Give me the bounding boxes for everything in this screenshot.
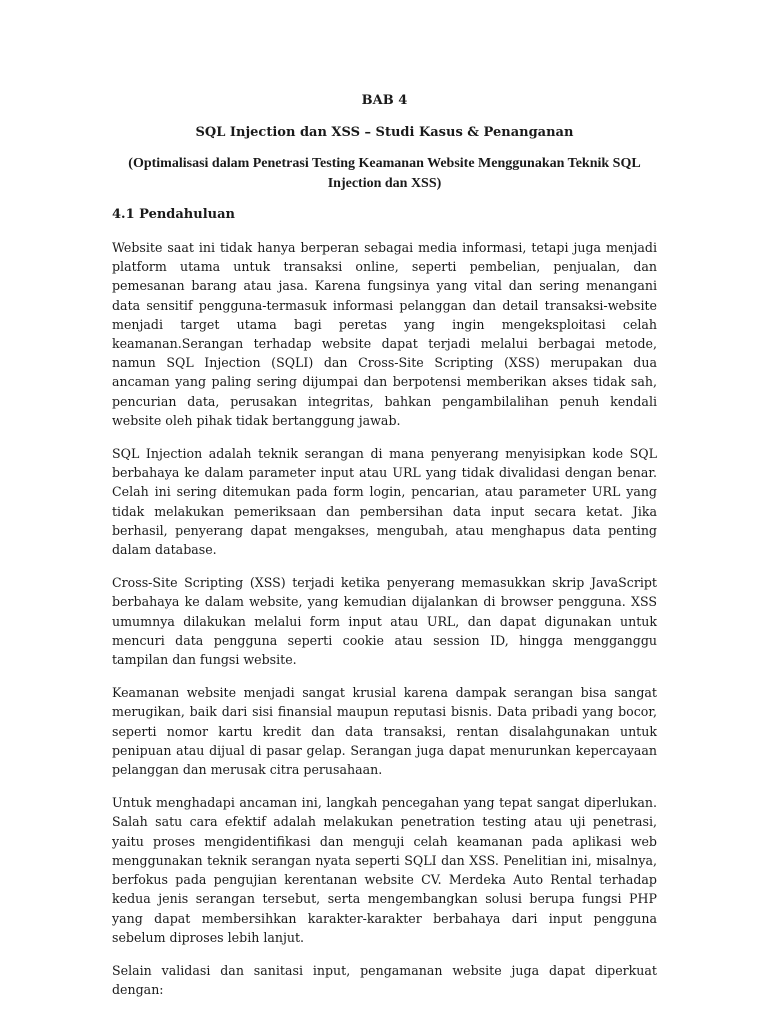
paragraph: Cross-Site Scripting (XSS) terjadi ketika penyerang memasukkan skrip JavaScript berbahaya ke dalam website, yang kemudian dijalankan di browser pengguna. XSS umumnya dilakukan melalui form input atau URL, dan dapat digunakan untuk mencuri data pengguna seperti cookie atau session ID, hingga mengganggu tampilan dan fungsi website. xyxy=(112,575,657,668)
paragraph: Selain validasi dan sanitasi input, pengamanan website juga dapat diperkuat dengan: xyxy=(112,962,657,998)
paragraph: SQL Injection adalah teknik serangan di mana penyerang menyisipkan kode SQL berbahaya ke dalam parameter input atau URL yang tidak divalidasi dengan benar. Celah ini sering ditemukan pada form login, pencarian, atau parameter URL yang tidak melakukan pemeriksaan dan pembersihan data input secara ketat. Jika berhasil, penyerang dapat mengakses, mengubah, atau menghapus data penting dalam database. xyxy=(112,446,657,558)
paragraph: Website saat ini tidak hanya berperan sebagai media informasi, tetapi juga menjadi platform utama untuk transaksi online, seperti pembelian, penjualan, dan pemesanan barang atau jasa. Karena fungsinya yang vital dan sering menangani data sensitif pengguna-termasuk informasi pelanggan dan detail transaksi-website menjadi target utama bagi peretas yang ingin mengeksploitasi celah keamanan.Serangan terhadap website dapat terjadi melalui berbagai metode, namun SQL Injection (SQLI) dan Cross-Site Scripting (XSS) merupakan dua ancaman yang paling sering dijumpai dan berpotensi memberikan akses tidak sah, pencurian data, perusakan integritas, bahkan pengambilalihan penuh kendali website oleh pihak tidak bertanggung jawab. xyxy=(112,240,657,428)
document-page xyxy=(112,92,657,1013)
chapter-heading: BAB 4 xyxy=(361,93,408,108)
chapter-subtitle: (Optimalisasi dalam Penetrasi Testing Keamanan Website Menggunakan Teknik SQL Injection dan XSS) xyxy=(128,156,641,191)
paragraph: Keamanan website menjadi sangat krusial karena dampak serangan bisa sangat merugikan, baik dari sisi finansial maupun reputasi bisnis. Data pribadi yang bocor, seperti nomor kartu kredit dan data transaksi, rentan disalahgunakan untuk penipuan atau dijual di pasar gelap. Serangan juga dapat menurunkan kepercayaan pelanggan dan merusak citra perusahaan. xyxy=(112,685,657,778)
section-heading: 4.1 Pendahuluan xyxy=(112,207,235,222)
paragraph: Untuk menghadapi ancaman ini, langkah pencegahan yang tepat sangat diperlukan. Salah satu cara efektif adalah melakukan penetration testing atau uji penetrasi, yaitu proses mengidentifikasi dan menguji celah keamanan pada aplikasi web menggunakan teknik serangan nyata seperti SQLI dan XSS. Penelitian ini, misalnya, berfokus pada pengujian kerentanan website CV. Merdeka Auto Rental terhadap kedua jenis serangan tersebut, serta mengembangkan solusi berupa fungsi PHP yang dapat membersihkan karakter-karakter berbahaya dari input pengguna sebelum diproses lebih lanjut. xyxy=(112,795,657,945)
chapter-title: SQL Injection dan XSS – Studi Kasus & Penanganan xyxy=(195,125,574,140)
